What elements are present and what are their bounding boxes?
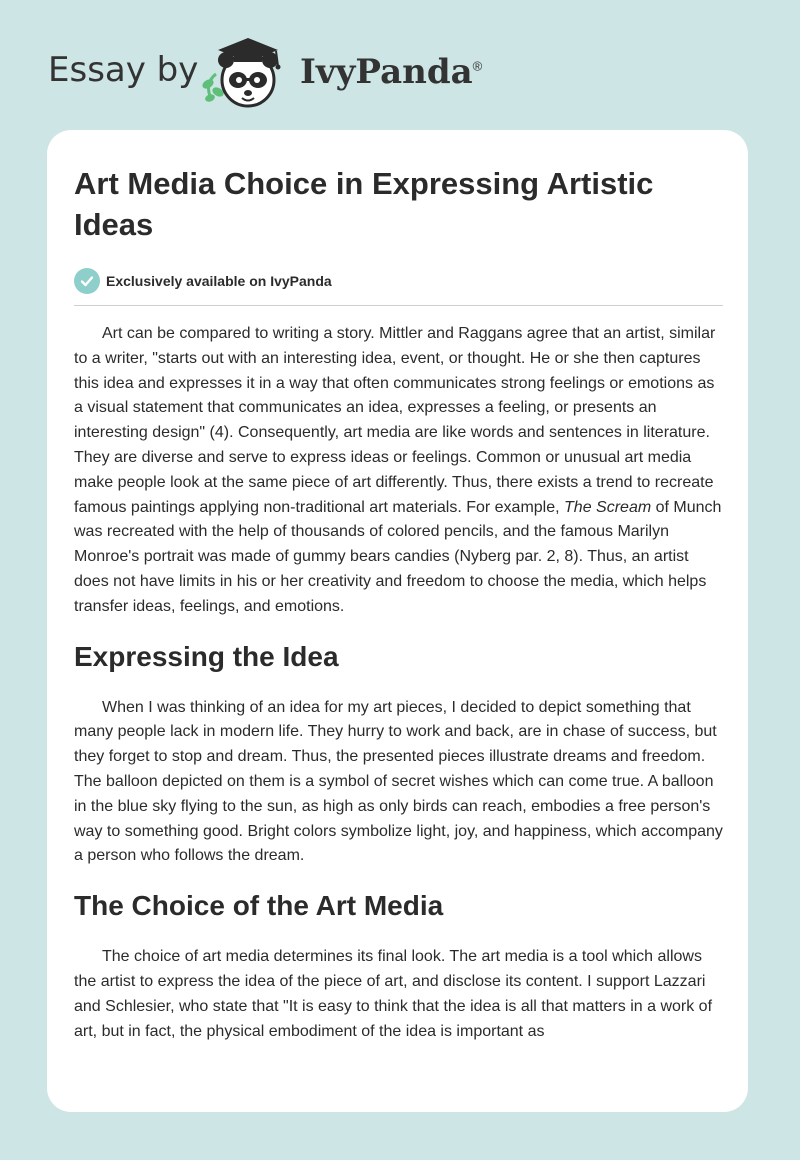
article-card [47, 130, 748, 1112]
intro-italic-title: The Scream [564, 498, 652, 516]
intro-paragraph [74, 322, 723, 620]
registered-mark: ® [472, 58, 483, 74]
site-header [0, 0, 800, 130]
title-divider [74, 305, 723, 306]
article-title: Art Media Choice in Expressing Artistic Ideas [74, 166, 654, 242]
section-paragraph-art-media-choice: The choice of art media determines its final look. The art media is a tool which allows the artist to express the idea of the piece of art, and disclose its content. I support Lazzari and Schlesier, who state that "It is easy to think that the idea is all that matters in a work of art, but in fact, the physical embodiment of the idea is important as [74, 948, 713, 1040]
exclusive-badge-label: Exclusively available on IvyPanda [106, 273, 332, 289]
section-heading-art-media-choice: The Choice of the Art Media [74, 890, 444, 922]
brand-logo-text[interactable] [300, 52, 482, 92]
intro-text-part-1: Art can be compared to writing a story. Mittler and Raggans agree that an artist, similar to a writer, "starts out with an interesting idea, event, or thought. He or she then captures this idea and expresses it in a way that often communicates strong feelings or emotions as a visual statement that communicates an idea, expresses a feeling, or presents an interesting design" (4). Consequently, art media are like words and sentences in literature. They are diverse and serve to express ideas or feelings. Common or unusual art media make people look at the same piece of art differently. Thus, there exists a trend to recreate famous paintings applying non-traditional art materials. For example, [74, 325, 716, 516]
intro-text-part-2: of Munch was recreated with the help of thousands of colored pencils, and the famous Marilyn Monroe's portrait was made of gummy bears candies (Nyberg par. 2, 8). Thus, an artist does not have limits in his or her creativity and freedom to choose the media, which helps transfer ideas, feelings, and emotions. [74, 498, 722, 615]
section-paragraph-expressing-idea: When I was thinking of an idea for my art pieces, I decided to depict something that many people lack in modern life. They hurry to work and back, are in chase of success, but they forget to stop and dream. Thus, the presented pieces illustrate dreams and freedom. The balloon depicted on them is a symbol of secret wishes which can come true. A balloon in the blue sky flying to the sun, as high as only birds can reach, embodies a free person's way to something good. Bright colors symbolize light, joy, and happiness, which accompany a person who follows the dream. [74, 698, 723, 865]
brand-name: IvyPanda [300, 52, 473, 92]
panda-graduate-icon [198, 30, 298, 110]
logo-prefix-text: Essay by [48, 50, 199, 90]
exclusive-badge [74, 267, 723, 295]
check-circle-icon [74, 268, 100, 294]
section-heading-expressing-idea: Expressing the Idea [74, 640, 339, 672]
article-body [74, 163, 723, 1044]
